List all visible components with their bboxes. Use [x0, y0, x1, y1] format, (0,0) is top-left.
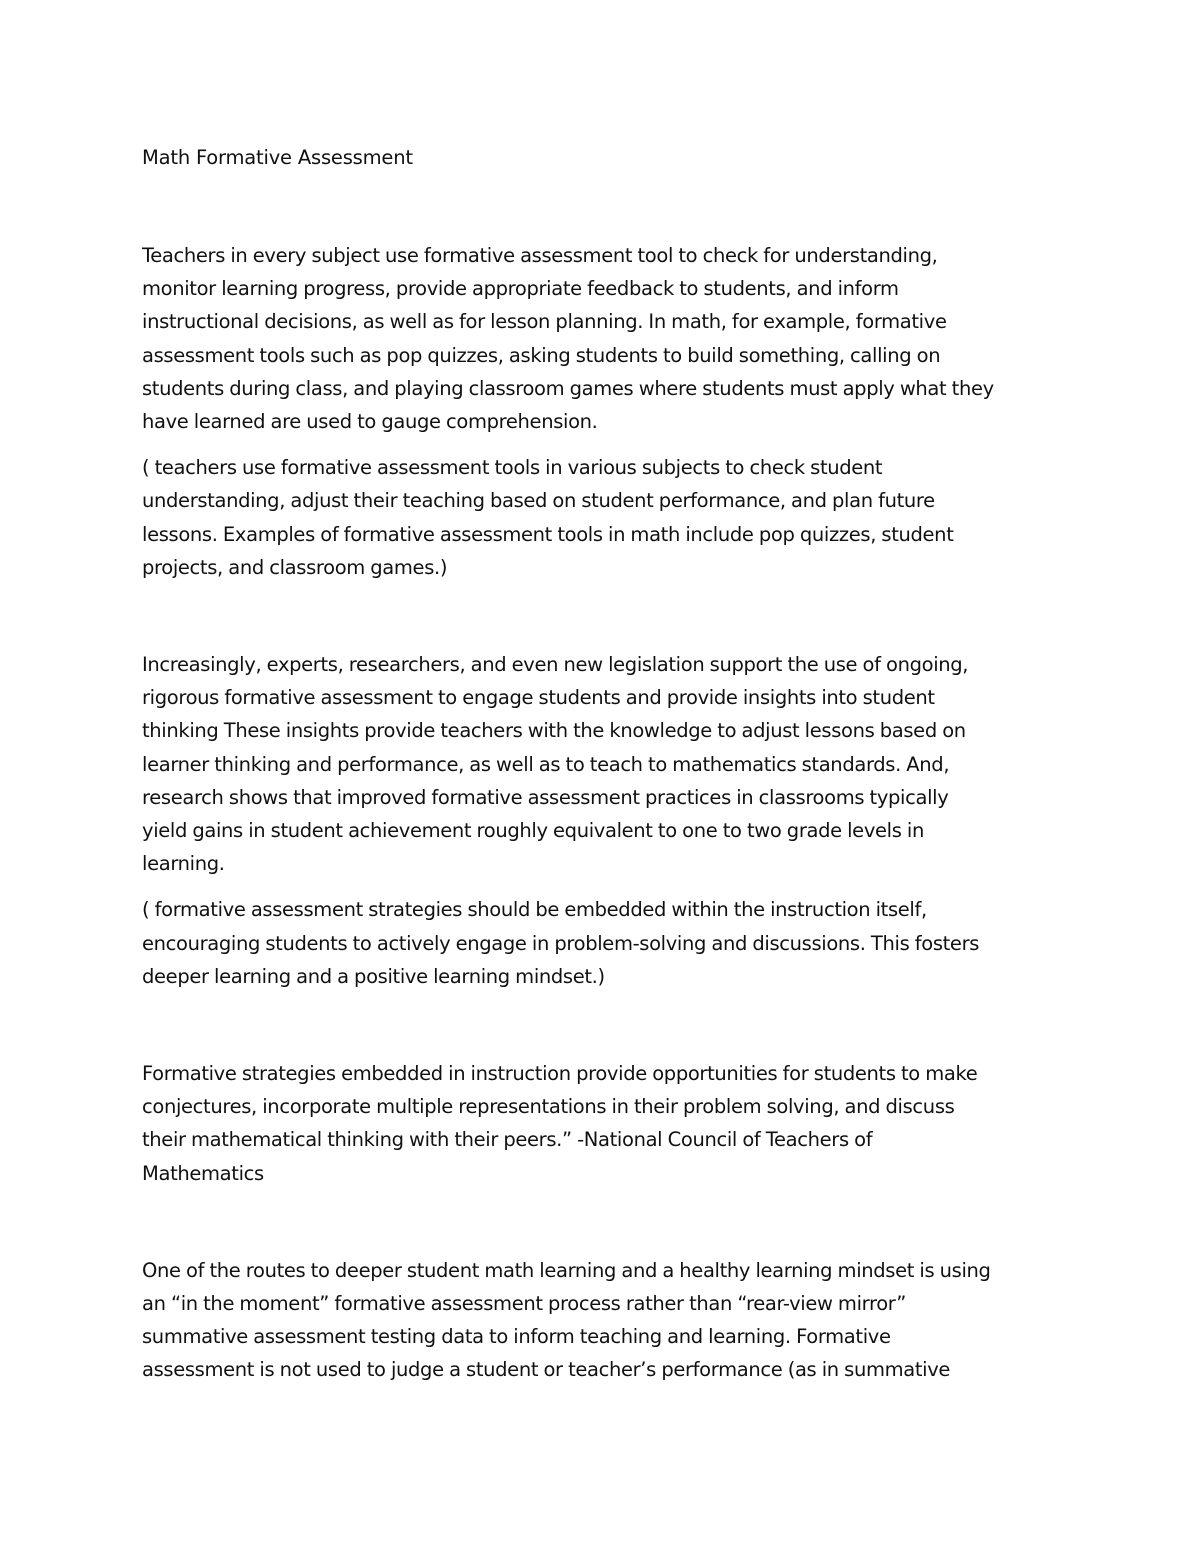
paragraph-spacer [142, 438, 1072, 451]
text-line: ( formative assessment strategies should be embedded within the instruction itself, [142, 898, 927, 922]
text-line: students during class, and playing classroom games where students must apply what they [142, 376, 994, 400]
text-line: Mathematics [142, 1161, 264, 1185]
text-line: lessons. Examples of formative assessment tools in math include pop quizzes, student [142, 522, 954, 546]
document-title: Math Formative Assessment [142, 146, 413, 169]
text-line: projects, and classroom games.) [142, 555, 448, 579]
text-line: assessment tools such as pop quizzes, asking students to build something, calling on [142, 343, 941, 367]
document-body [142, 141, 1072, 1387]
paragraph-spacer [142, 993, 1072, 1057]
text-line: assessment is not used to judge a student or teacher’s performance (as in summative [142, 1358, 951, 1382]
text-line: understanding, adjust their teaching based on student performance, and plan future [142, 489, 935, 513]
text-line: thinking These insights provide teachers with the knowledge to adjust lessons based on [142, 719, 966, 743]
text-line: conjectures, incorporate multiple representations in their problem solving, and discuss [142, 1095, 955, 1119]
paragraph-summary-2 [142, 893, 1072, 993]
paragraph-summary-1 [142, 451, 1072, 584]
text-line: One of the routes to deeper student math learning and a healthy learning mindset is using [142, 1258, 991, 1282]
text-line: encouraging students to actively engage in problem-solving and discussions. This fosters [142, 931, 980, 955]
text-line: monitor learning progress, provide appropriate feedback to students, and inform [142, 277, 899, 301]
text-line: have learned are used to gauge comprehension. [142, 410, 598, 434]
paragraph-intro [142, 239, 1072, 438]
text-line: Increasingly, experts, researchers, and even new legislation support the use of ongoing, [142, 653, 969, 677]
paragraph-spacer [142, 880, 1072, 893]
text-line: rigorous formative assessment to engage students and provide insights into student [142, 686, 935, 710]
paragraph-routes [142, 1254, 1072, 1387]
paragraph-research [142, 648, 1072, 880]
paragraph-spacer [142, 1190, 1072, 1254]
text-line: deeper learning and a positive learning mindset.) [142, 964, 605, 988]
text-line: an “in the moment” formative assessment process rather than “rear-view mirror” [142, 1292, 907, 1316]
text-line: Formative strategies embedded in instruction provide opportunities for students to make [142, 1062, 978, 1086]
text-line: research shows that improved formative assessment practices in classrooms typically [142, 785, 949, 809]
paragraph-spacer [142, 584, 1072, 648]
text-line: Teachers in every subject use formative assessment tool to check for understanding, [142, 244, 938, 267]
text-line: ( teachers use formative assessment tools in various subjects to check student [142, 456, 883, 480]
text-line: instructional decisions, as well as for lesson planning. In math, for example, formative [142, 310, 947, 334]
text-line: learner thinking and performance, as well as to teach to mathematics standards. And, [142, 752, 950, 776]
text-line: yield gains in student achievement roughly equivalent to one to two grade levels in [142, 819, 924, 843]
paragraph-quote [142, 1057, 1072, 1190]
text-line: summative assessment testing data to inform teaching and learning. Formative [142, 1325, 891, 1349]
text-line: their mathematical thinking with their peers.” -National Council of Teachers of [142, 1128, 873, 1152]
text-line: learning. [142, 852, 225, 876]
